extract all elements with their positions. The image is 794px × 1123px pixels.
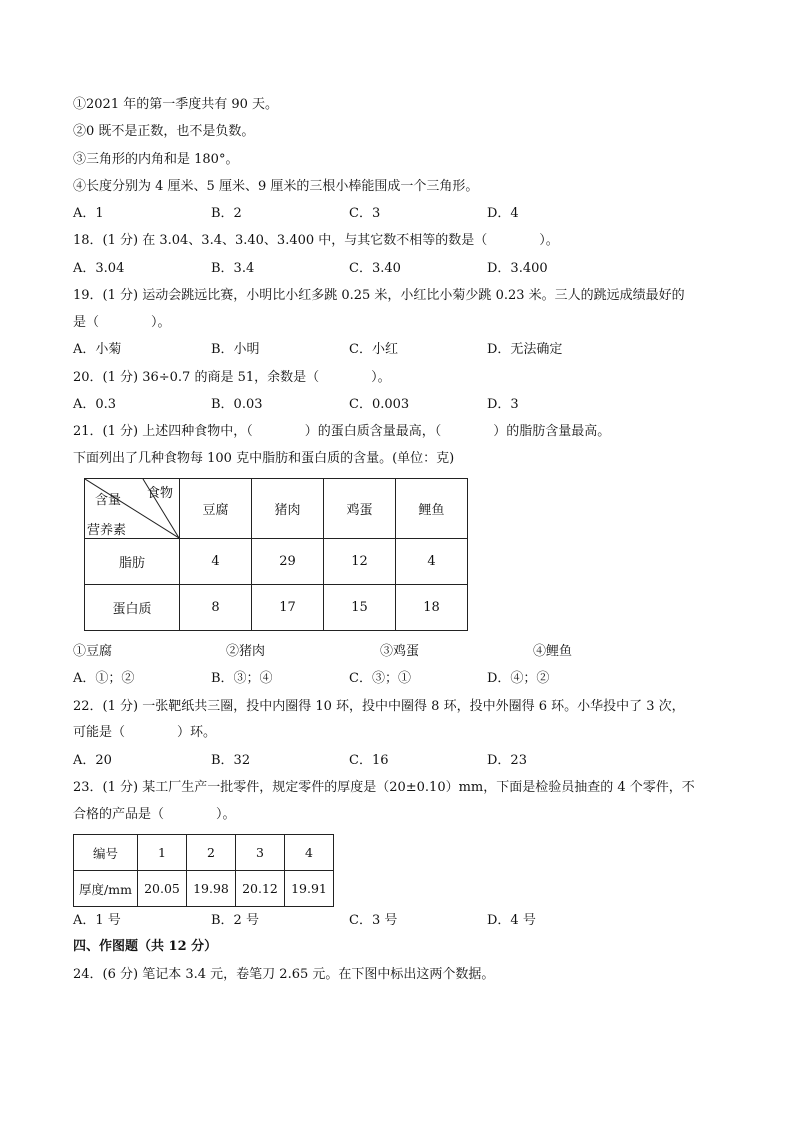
q21-choice-3: ③鸡蛋	[380, 644, 420, 659]
q23-option-b[interactable]: B．2 号	[211, 913, 259, 928]
q17-statement-2: ②0 既不是正数，也不是负数。	[73, 124, 255, 139]
row-label: 厚度/mm	[74, 871, 138, 907]
q23-option-c[interactable]: C．3 号	[349, 913, 398, 928]
q17-option-d[interactable]: D．4	[487, 206, 519, 221]
q23-option-d[interactable]: D．4 号	[487, 913, 536, 928]
q17-statement-4: ④长度分别为 4 厘米、5 厘米、9 厘米的三根小棒能围成一个三角形。	[73, 179, 479, 194]
q22-option-b[interactable]: B．32	[211, 753, 251, 768]
table-cell: 19.98	[187, 871, 236, 907]
table-corner-cell	[85, 479, 180, 539]
table-row	[85, 539, 468, 585]
q21-option-c[interactable]: C．③；①	[349, 671, 411, 686]
q19-option-b[interactable]: B．小明	[211, 342, 260, 357]
column-header: 鲤鱼	[396, 479, 468, 539]
q18-option-a[interactable]: A．3.04	[73, 261, 125, 276]
q19-option-d[interactable]: D．无法确定	[487, 342, 563, 357]
q17-statement-3: ③三角形的内角和是 180°。	[73, 152, 239, 167]
q17-statement-1: ①2021 年的第一季度共有 90 天。	[73, 97, 279, 112]
q19-stem-line2: 是（ ）。	[73, 315, 171, 330]
table-row	[85, 585, 468, 631]
table-cell: 2	[187, 835, 236, 871]
column-header: 猪肉	[252, 479, 324, 539]
q21-choice-1: ①豆腐	[73, 644, 113, 659]
q21-table-caption: 下面列出了几种食物每 100 克中脂肪和蛋白质的含量。(单位：克)	[73, 451, 455, 466]
corner-label-content: 含量	[95, 493, 122, 508]
q20-option-a[interactable]: A．0.3	[73, 397, 117, 412]
nutrition-table	[84, 478, 468, 631]
q21-choice-4: ④鲤鱼	[533, 644, 573, 659]
table-row	[74, 835, 334, 871]
table-cell: 18	[396, 585, 468, 631]
table-cell: 4	[285, 835, 334, 871]
q23-stem-line1: 23．(1 分) 某工厂生产一批零件，规定零件的厚度是（20±0.10）mm，下面是检验员抽查的 4 个零件，不	[73, 780, 695, 795]
q21-stem: 21．(1 分) 上述四种食物中，（ ）的蛋白质含量最高，（ ）的脂肪含量最高。	[73, 424, 611, 439]
corner-label-nutrient: 营养素	[87, 523, 127, 538]
q22-option-d[interactable]: D．23	[487, 753, 527, 768]
table-cell: 3	[236, 835, 285, 871]
q19-stem-line1: 19．(1 分) 运动会跳远比赛，小明比小红多跳 0.25 米，小红比小菊少跳 0.23 米。三人的跳远成绩最好的	[73, 288, 685, 303]
q22-stem-line1: 22．(1 分) 一张靶纸共三圈，投中内圈得 10 环，投中中圈得 8 环，投中外圈得 6 环。小华投中了 3 次，	[73, 699, 685, 714]
q18-option-d[interactable]: D．3.400	[487, 261, 548, 276]
q21-choice-2: ②猪肉	[226, 644, 266, 659]
q20-option-c[interactable]: C．0.003	[349, 397, 410, 412]
table-row	[74, 871, 334, 907]
column-header: 鸡蛋	[324, 479, 396, 539]
q20-option-b[interactable]: B．0.03	[211, 397, 263, 412]
corner-label-food: 食物	[147, 486, 174, 501]
q18-option-c[interactable]: C．3.40	[349, 261, 401, 276]
q23-stem-line2: 合格的产品是（ ）。	[73, 807, 236, 822]
column-header: 豆腐	[180, 479, 252, 539]
table-cell: 20.05	[138, 871, 187, 907]
q22-option-c[interactable]: C．16	[349, 753, 389, 768]
q20-stem: 20．(1 分) 36÷0.7 的商是 51，余数是（ ）。	[73, 370, 391, 385]
q24-stem: 24．(6 分) 笔记本 3.4 元，卷笔刀 2.65 元。在下图中标出这两个数据。	[73, 967, 495, 982]
q22-stem-line2: 可能是（ ）环。	[73, 725, 217, 740]
table-cell: 4	[180, 539, 252, 585]
q17-option-c[interactable]: C．3	[349, 206, 381, 221]
table-cell: 15	[324, 585, 396, 631]
q17-option-b[interactable]: B．2	[211, 206, 242, 221]
table-cell: 17	[252, 585, 324, 631]
q17-option-a[interactable]: A．1	[73, 206, 104, 221]
q18-option-b[interactable]: B．3.4	[211, 261, 255, 276]
q19-option-c[interactable]: C．小红	[349, 342, 398, 357]
q19-option-a[interactable]: A．小菊	[73, 342, 122, 357]
q23-option-a[interactable]: A．1 号	[73, 913, 121, 928]
q18-stem: 18．(1 分) 在 3.04、3.4、3.40、3.400 中，与其它数不相等的数是（ ）。	[73, 233, 559, 248]
table-cell: 29	[252, 539, 324, 585]
table-cell: 4	[396, 539, 468, 585]
table-cell: 12	[324, 539, 396, 585]
table-cell: 20.12	[236, 871, 285, 907]
row-label: 编号	[74, 835, 138, 871]
q20-option-d[interactable]: D．3	[487, 397, 519, 412]
q21-option-a[interactable]: A．①；②	[73, 671, 135, 686]
thickness-table	[73, 834, 334, 907]
table-cell: 19.91	[285, 871, 334, 907]
row-label: 蛋白质	[85, 585, 180, 631]
q21-option-b[interactable]: B．③；④	[211, 671, 273, 686]
table-cell: 1	[138, 835, 187, 871]
q22-option-a[interactable]: A．20	[73, 753, 112, 768]
table-cell: 8	[180, 585, 252, 631]
q21-option-d[interactable]: D．④；②	[487, 671, 550, 686]
section-title: 四、作图题（共 12 分）	[73, 939, 218, 954]
row-label: 脂肪	[85, 539, 180, 585]
